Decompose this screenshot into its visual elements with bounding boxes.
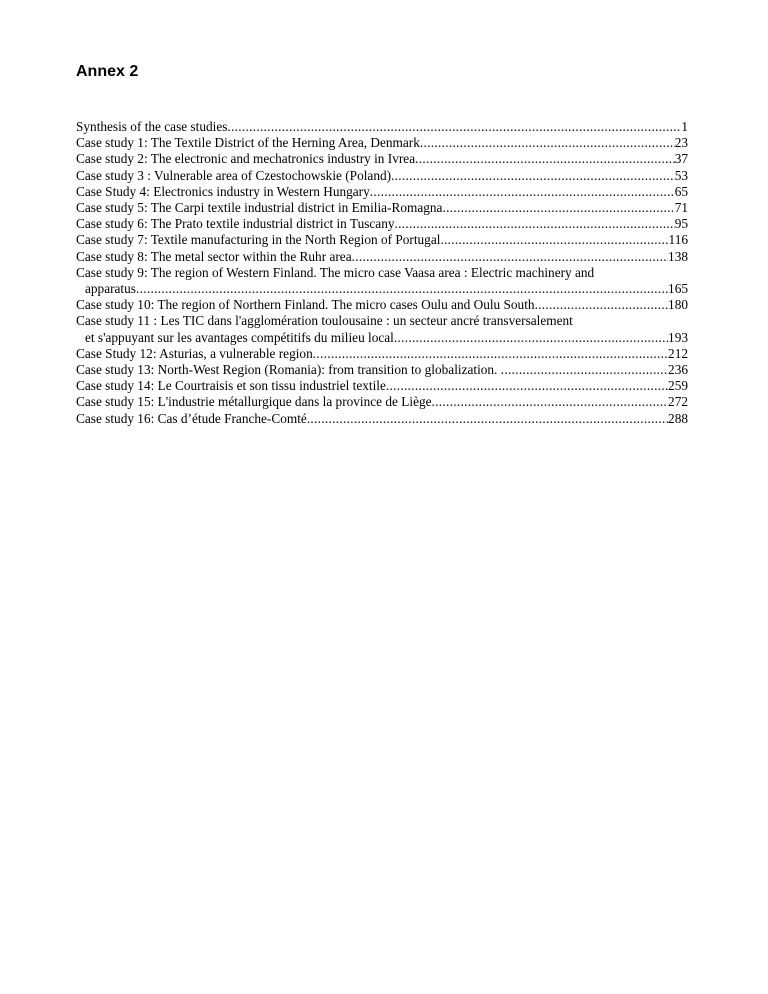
toc-entry-case-5[interactable] <box>76 200 688 216</box>
dot-leader <box>442 200 674 216</box>
toc-page-number: 193 <box>668 329 688 345</box>
toc-entry-case-1[interactable] <box>76 135 688 151</box>
toc-page-number: 259 <box>668 378 688 394</box>
toc-page-number: 116 <box>668 232 688 248</box>
toc-entry-case-3[interactable] <box>76 168 688 184</box>
dot-leader <box>415 151 675 167</box>
dot-leader <box>313 346 668 362</box>
toc-entry-case-7[interactable] <box>76 232 688 248</box>
toc-page-number: 71 <box>674 200 688 216</box>
toc-entry-synthesis[interactable] <box>76 119 688 135</box>
dot-leader <box>535 297 668 313</box>
dot-leader <box>501 362 668 378</box>
toc-entry-title: Case study 7: Textile manufacturing in the North Region of Portugal <box>76 232 441 248</box>
dot-leader <box>432 394 669 410</box>
toc-entry-title: Case study 5: The Carpi textile industrial district in Emilia-Romagna <box>76 200 443 216</box>
toc-entry-title: Case study 13: North-West Region (Romania): from transition to globalization. <box>76 362 501 378</box>
toc-page-number: 95 <box>674 216 688 232</box>
toc-page-number: 37 <box>674 151 688 167</box>
dot-leader <box>307 411 668 427</box>
toc-entry-title: Case Study 12: Asturias, a vulnerable region <box>76 345 313 361</box>
dot-leader <box>386 378 668 394</box>
toc-page-number: 1 <box>681 119 688 134</box>
toc-page-number: 288 <box>668 410 688 426</box>
toc-entry-title: Case study 1: The Textile District of the Herning Area, Denmark <box>76 135 420 151</box>
dot-leader <box>394 330 668 346</box>
toc-entry-case-2[interactable] <box>76 151 688 167</box>
toc-entry-case-11[interactable] <box>76 313 688 345</box>
dot-leader <box>391 168 675 184</box>
toc-entry-case-13[interactable] <box>76 362 688 378</box>
toc-entry-case-9[interactable] <box>76 265 688 297</box>
toc-page-number: 236 <box>668 362 688 378</box>
toc-entry-case-16[interactable] <box>76 411 688 427</box>
toc-entry-case-15[interactable] <box>76 394 688 410</box>
dot-leader <box>227 119 681 135</box>
toc-entry-title: Case study 6: The Prato textile industrial district in Tuscany <box>76 216 395 232</box>
dot-leader <box>136 281 668 297</box>
toc-page-number: 23 <box>674 135 688 151</box>
toc-page-number: 212 <box>668 345 688 361</box>
toc-page-number: 53 <box>674 167 688 183</box>
dot-leader <box>395 216 675 232</box>
toc-entry-case-4[interactable] <box>76 184 688 200</box>
toc-entry-title: Case study 16: Cas d’étude Franche-Comté <box>76 410 307 426</box>
table-of-contents <box>76 119 688 427</box>
toc-entry-title: Case study 3 : Vulnerable area of Czestochowskie (Poland) <box>76 167 392 183</box>
toc-entry-title: Case study 8: The metal sector within the Ruhr area <box>76 248 352 264</box>
toc-page-number: 165 <box>668 281 688 297</box>
toc-entry-title-line1: Case study 11 : Les TIC dans l'agglomération toulousaine : un secteur ancré transversalement <box>76 313 573 329</box>
toc-entry-case-8[interactable] <box>76 249 688 265</box>
toc-entry-title: Case study 15: L'industrie métallurgique dans la province de Liège <box>76 394 432 410</box>
dot-leader <box>440 232 668 248</box>
toc-entry-title: Case Study 4: Electronics industry in Western Hungary <box>76 183 370 199</box>
toc-page-number: 272 <box>668 394 688 410</box>
page-title: Annex 2 <box>76 63 139 80</box>
toc-page-number: 138 <box>668 248 688 264</box>
toc-page-number: 180 <box>668 297 688 313</box>
toc-entry-continuation <box>76 281 688 297</box>
dot-leader <box>420 135 675 151</box>
toc-entry-case-6[interactable] <box>76 216 688 232</box>
dot-leader <box>352 249 668 265</box>
toc-entry-case-14[interactable] <box>76 378 688 394</box>
toc-entry-case-10[interactable] <box>76 297 688 313</box>
toc-entry-case-12[interactable] <box>76 346 688 362</box>
toc-entry-title: Synthesis of the case studies <box>76 119 228 134</box>
toc-entry-continuation <box>76 330 688 346</box>
toc-entry-title: Case study 14: Le Courtraisis et son tissu industriel textile <box>76 378 386 394</box>
dot-leader <box>370 184 675 200</box>
toc-entry-title-line2: et s'appuyant sur les avantages compétitifs du milieu local <box>85 329 394 345</box>
toc-page-number: 65 <box>674 183 688 199</box>
toc-entry-title: Case study 10: The region of Northern Finland. The micro cases Oulu and Oulu South <box>76 297 535 313</box>
toc-entry-title: Case study 2: The electronic and mechatronics industry in Ivrea <box>76 151 416 167</box>
toc-entry-title-line2: apparatus <box>85 281 136 297</box>
toc-entry-title-line1: Case study 9: The region of Western Finland. The micro case Vaasa area : Electric machinery and <box>76 264 595 280</box>
